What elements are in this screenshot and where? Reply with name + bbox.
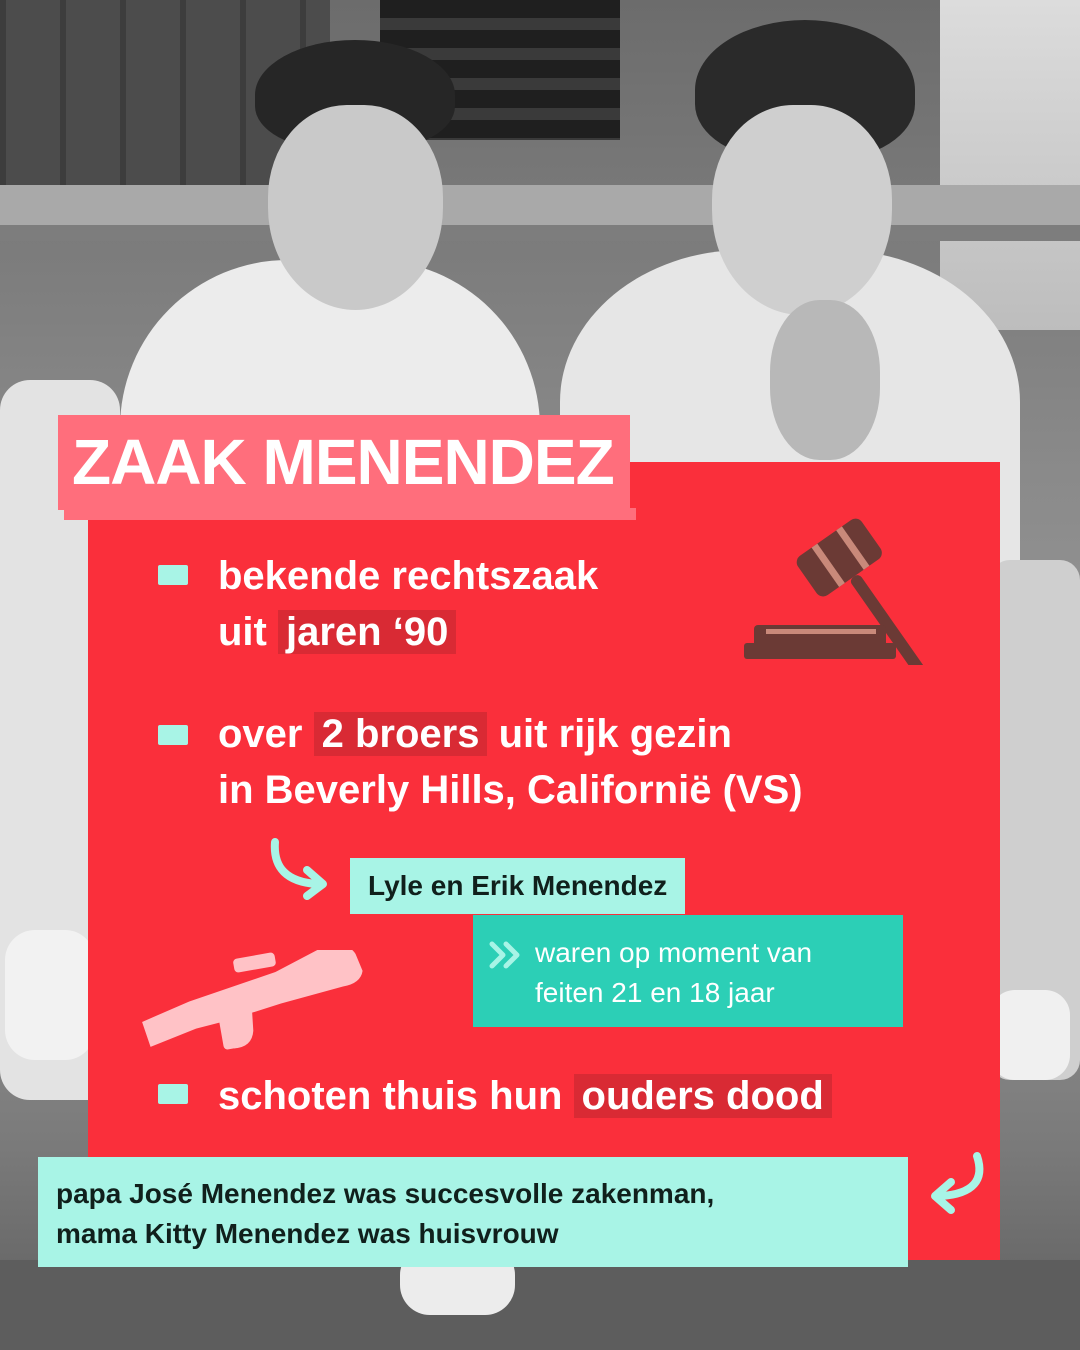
gun-icon [130, 950, 380, 1050]
bullet-line: bekende rechtszaak [218, 554, 599, 598]
curved-arrow-icon [915, 1150, 995, 1230]
parents-line: papa José Menendez was succesvolle zakenman, [56, 1178, 715, 1209]
bullet-killed-parents [218, 1068, 832, 1124]
parents-callout [38, 1157, 908, 1267]
bullet-two-brothers [218, 706, 803, 818]
ages-line: waren op moment van [535, 937, 813, 968]
bullet-line: uit jaren ‘90 [218, 604, 598, 660]
ages-line: feiten 21 en 18 jaar [535, 977, 775, 1008]
bullet-marker [158, 565, 188, 585]
parents-line: mama Kitty Menendez was huisvrouw [56, 1218, 559, 1249]
bullet-line: over 2 broers uit rijk gezin [218, 712, 732, 756]
bullet-marker [158, 725, 188, 745]
highlight: 2 broers [314, 712, 488, 756]
double-chevron-icon [489, 941, 523, 969]
highlight: ouders dood [574, 1074, 832, 1118]
curved-arrow-icon [265, 838, 345, 908]
highlight: jaren ‘90 [278, 610, 456, 654]
gavel-icon [736, 505, 966, 665]
names-callout: Lyle en Erik Menendez [350, 858, 685, 914]
bullet-famous-case [218, 548, 598, 660]
bullet-line: schoten thuis hun ouders dood [218, 1068, 832, 1124]
bullet-line: in Beverly Hills, Californië (VS) [218, 768, 803, 812]
page-title: ZAAK MENENDEZ [58, 415, 630, 510]
ages-callout [473, 915, 903, 1027]
bullet-marker [158, 1084, 188, 1104]
